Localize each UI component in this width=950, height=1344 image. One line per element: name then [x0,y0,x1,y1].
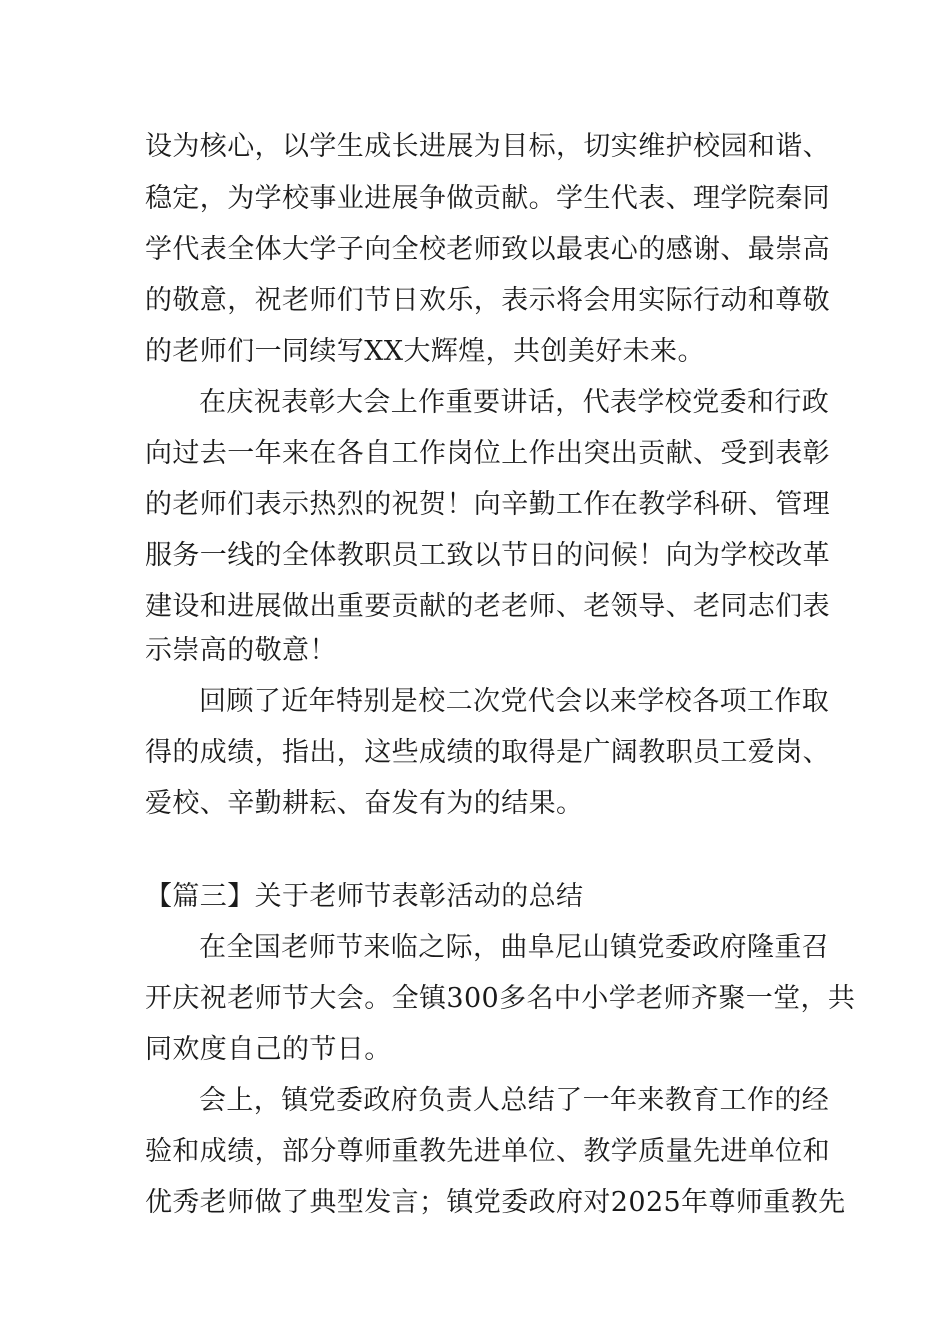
section-heading: 【篇三】关于老师节表彰活动的总结 [145,881,584,912]
paragraph-line: 向过去一年来在各自工作岗位上作出突出贡献、受到表彰 [145,438,830,469]
paragraph-line: 在庆祝表彰大会上作重要讲话，代表学校党委和行政 [199,387,830,418]
paragraph-line: 的敬意，祝老师们节日欢乐，表示将会用实际行动和尊敬 [145,285,830,316]
paragraph-line: 会上，镇党委政府负责人总结了一年来教育工作的经 [199,1085,830,1116]
paragraph-line: 同欢度自己的节日。 [145,1034,392,1065]
paragraph-line: 爱校、辛勤耕耘、奋发有为的结果。 [145,788,584,819]
paragraph-line: 建设和进展做出重要贡献的老老师、老领导、老同志们表 [145,591,830,622]
paragraph-line: 设为核心，以学生成长进展为目标，切实维护校园和谐、 [145,131,830,162]
paragraph-line: 示崇高的敬意！ [145,635,337,666]
paragraph-line: 的老师们表示热烈的祝贺！向辛勤工作在教学科研、管理 [145,489,830,520]
paragraph-line: 学代表全体大学子向全校老师致以最衷心的感谢、最崇高 [145,234,830,265]
paragraph-line: 优秀老师做了典型发言；镇党委政府对2025年尊师重教先 [145,1187,846,1218]
paragraph-line: 的老师们一同续写XX大辉煌，共创美好未来。 [145,336,705,367]
paragraph-line: 得的成绩，指出，这些成绩的取得是广阔教职员工爱岗、 [145,737,830,768]
paragraph-line: 服务一线的全体教职员工致以节日的问候！向为学校改革 [145,540,830,571]
paragraph-line: 开庆祝老师节大会。全镇300多名中小学老师齐聚一堂，共 [145,983,856,1014]
paragraph-line: 回顾了近年特别是校二次党代会以来学校各项工作取 [199,686,830,717]
paragraph-line: 在全国老师节来临之际，曲阜尼山镇党委政府隆重召 [199,932,830,963]
paragraph-line: 验和成绩，部分尊师重教先进单位、教学质量先进单位和 [145,1136,830,1167]
paragraph-line: 稳定，为学校事业进展争做贡献。学生代表、理学院秦同 [145,183,830,214]
